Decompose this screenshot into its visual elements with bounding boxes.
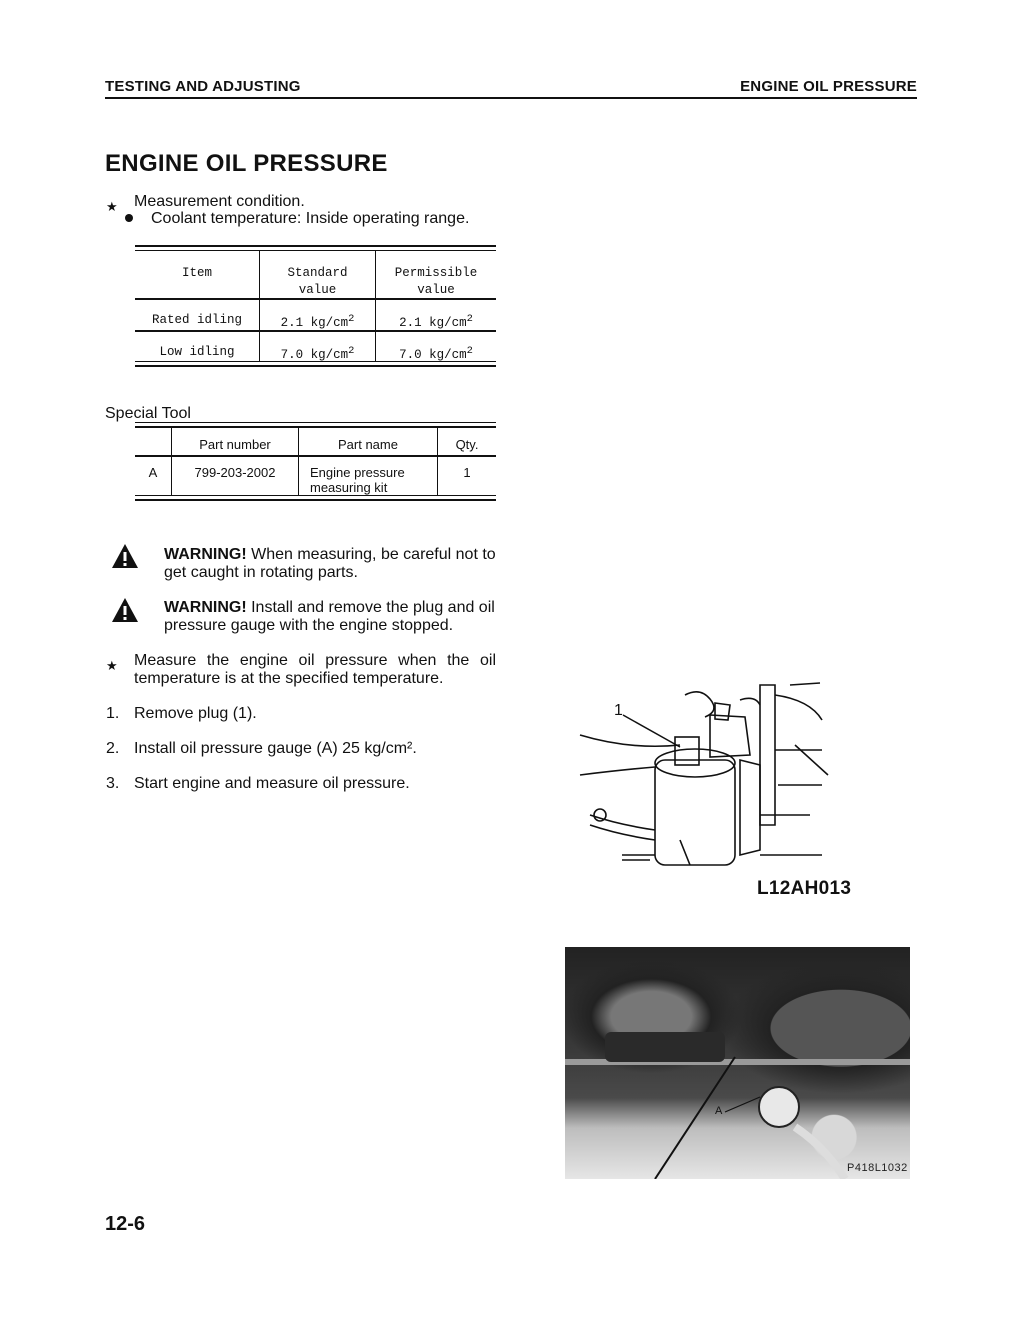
warning-icon <box>112 544 138 568</box>
tool-symbol: A <box>148 465 158 480</box>
table-cell-item: Low idling <box>159 345 235 359</box>
measurement-condition: Measurement condition. <box>134 193 305 210</box>
figure-callout: 1 <box>614 702 623 719</box>
table-header-permissible: Permissible <box>394 266 478 280</box>
header-page-title: ENGINE OIL PRESSURE <box>740 78 917 95</box>
header-rule <box>105 97 917 99</box>
callout-leader <box>618 705 688 755</box>
engine-photo <box>565 947 910 1179</box>
table-header-standard: Standard <box>287 266 348 280</box>
header-section-title: TESTING AND ADJUSTING <box>105 78 301 95</box>
warning-text: WARNING! When measuring, be careful not to <box>164 546 496 563</box>
table-header-standard-2: value <box>298 283 337 297</box>
step-text: Install oil pressure gauge (A) 25 kg/cm². <box>134 740 417 757</box>
page-title: ENGINE OIL PRESSURE <box>105 150 388 177</box>
warning-text-2: pressure gauge with the engine stopped. <box>164 617 454 634</box>
tool-header-part-number: Part number <box>199 437 271 452</box>
table-cell-standard: 7.0 $kg/cm^2$ <box>280 345 355 363</box>
warning-text: WARNING! Install and remove the plug and oil <box>164 599 495 616</box>
bullet-icon <box>125 214 133 222</box>
tool-qty: 1 <box>463 465 471 480</box>
table-cell-item: Rated idling <box>151 313 242 327</box>
table-cell-standard: 2.1 $kg/cm^2$ <box>280 313 355 331</box>
warning-text-2: get caught in rotating parts. <box>164 564 358 581</box>
step-text: Remove plug (1). <box>134 705 257 722</box>
table-header-item: Item <box>181 266 212 280</box>
tool-header-part-name: Part name <box>338 437 398 452</box>
table-header-permissible-2: value <box>417 283 455 297</box>
warning-icon <box>112 598 138 622</box>
tool-part-name: Engine pressure <box>310 465 405 480</box>
note-text: Measure the engine oil pressure when the oil <box>134 652 496 669</box>
tool-part-number: 799-203-2002 <box>194 465 276 480</box>
step-number: 3. <box>106 775 120 792</box>
special-tool-label: Special Tool <box>105 405 191 422</box>
note-text-2: temperature is at the specified temperature. <box>134 670 444 687</box>
photo-code: P418L1032 <box>847 1162 908 1174</box>
step-number: 2. <box>106 740 120 757</box>
star-icon: ★ <box>106 199 118 214</box>
figure-caption: L12AH013 <box>757 878 852 899</box>
table-cell-permissible: 2.1 $kg/cm^2$ <box>399 313 473 331</box>
page-number: 12-6 <box>105 1213 146 1235</box>
oil-filter-diagram <box>560 675 840 875</box>
coolant-condition: Coolant temperature: Inside operating range. <box>151 210 470 227</box>
tool-part-name-2: measuring kit <box>310 480 388 495</box>
table-cell-permissible: 7.0 $kg/cm^2$ <box>399 345 473 363</box>
photo-callout: A <box>715 1105 723 1117</box>
step-text: Start engine and measure oil pressure. <box>134 775 410 792</box>
star-icon: ★ <box>106 658 118 673</box>
step-number: 1. <box>106 705 120 722</box>
tool-header-qty: Qty. <box>455 437 479 452</box>
